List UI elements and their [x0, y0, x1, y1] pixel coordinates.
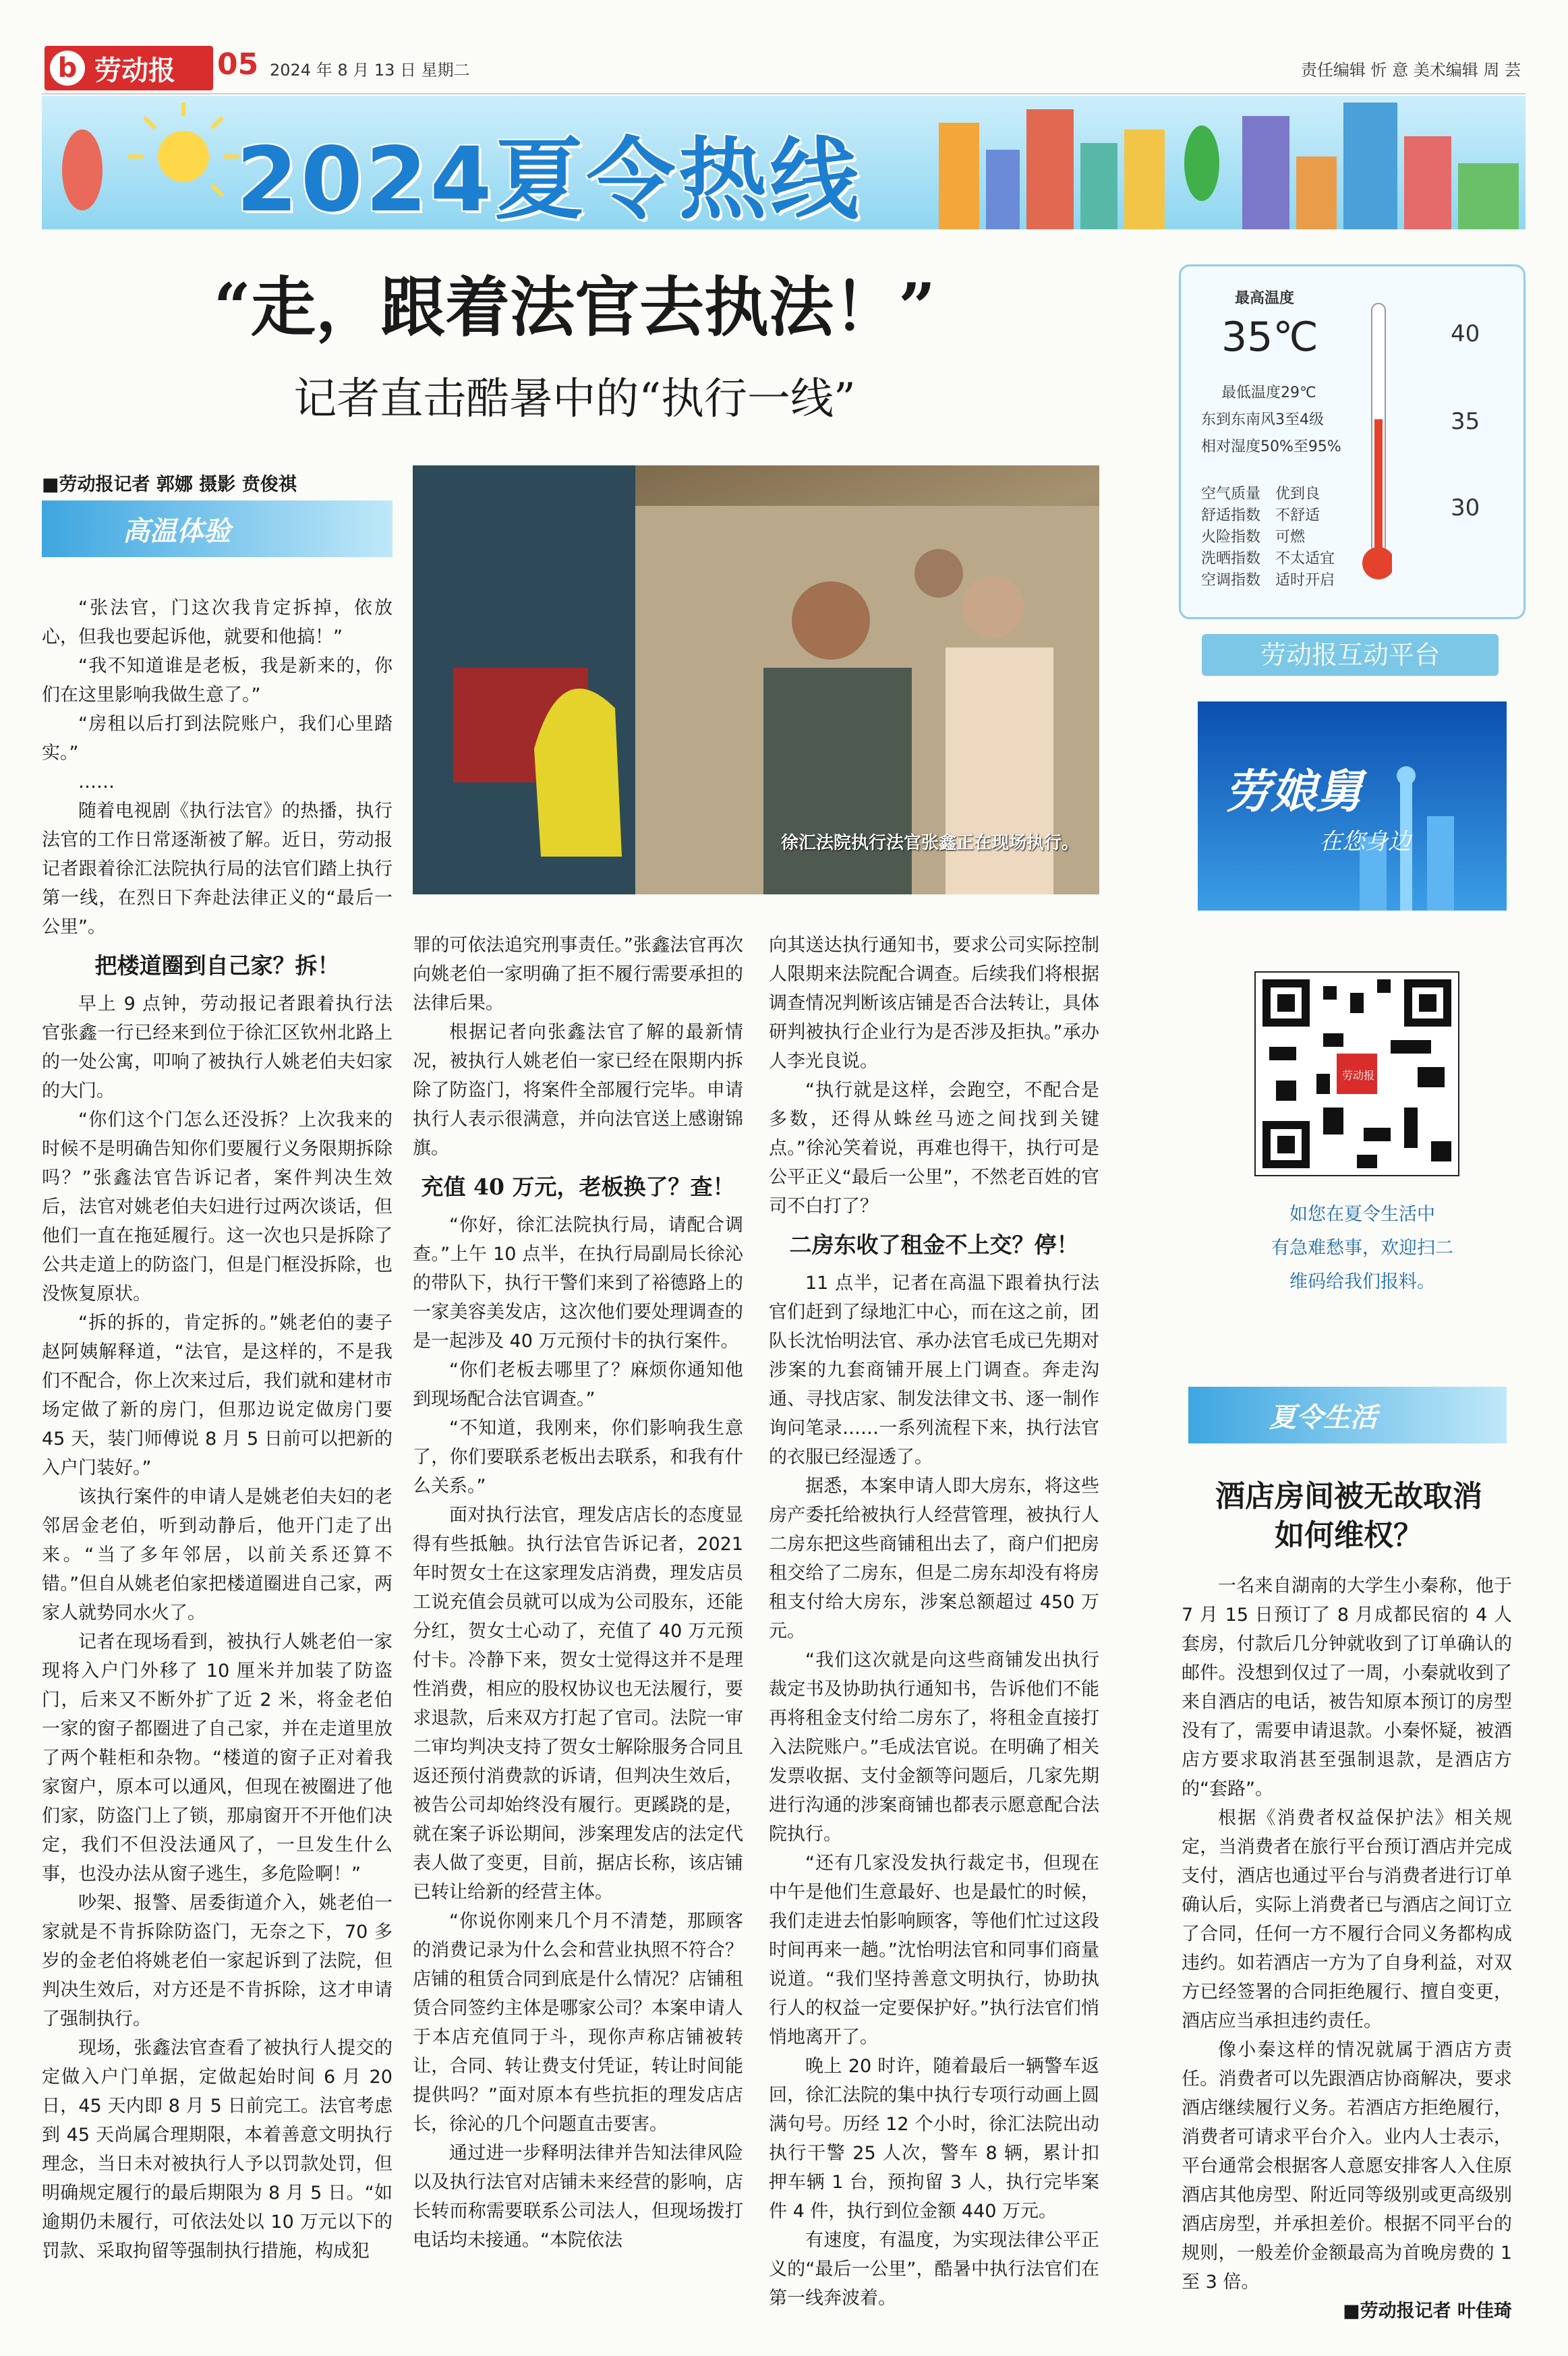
newspaper-logo	[45, 46, 213, 90]
section-label-high-temp	[42, 500, 393, 557]
article-column-3	[769, 931, 1099, 2313]
article-column-2	[413, 931, 743, 2255]
index-name: 洗晒指数	[1201, 550, 1261, 567]
subheading-1: 把楼道圈到自己家？拆！	[94, 952, 340, 979]
side-article-body	[1182, 1572, 1512, 2326]
min-temp: 最低温度29℃	[1221, 384, 1316, 401]
editors-credit: 责任编辑 忻 意 美术编辑 周 芸	[1300, 61, 1521, 80]
subheading-3: 二房东收了租金不上交？停！	[789, 1232, 1079, 1258]
paragraph: 现场，张鑫法官查看了被执行人提交的定做入户门单据，定做起始时间 6 月 20 日，45 天内即 8 月 5 日前完工。法官考虑到 45 天尚属合理期限，本着善意文明执行理念，当日未对被执行人予以罚款处罚，但明确规定履行的最后期限为 8 月 5 日。“如逾期仍未履行，可依法处以 10 万元以下的罚款、采取拘留等强制执行措施，构成犯	[42, 2038, 393, 2262]
index-name: 舒适指数	[1201, 507, 1261, 524]
platform-promo-image	[1198, 701, 1507, 911]
paragraph: 据悉，本案申请人即大房东，将这些房产委托给被执行人经营管理，被执行人二房东把这些商铺租出去了，商户们把房租交给了二房东，但是二房东却没有将房租支付给大房东，涉案总额超过 450 万元。	[769, 1476, 1099, 1642]
paragraph: 11 点半，记者在高温下跟着执行法官们赶到了绿地汇中心，而在这之前，团队长沈怡明法官、承办法官毛成已先期对涉案的九套商铺开展上门调查。奔走沟通、寻找店家、制发法律文书、逐一制作询问笔录……一系列流程下来，执行法官的衣服已经湿透了。	[769, 1273, 1099, 1468]
paragraph: “你们这个门怎么还没拆？上次我来的时候不是明确告知你们要履行义务限期拆除吗？”张鑫法官告诉记者，案件判决生效后，法官对姚老伯夫妇进行过两次谈话，但他们一直在拖延履行。这一次也只是拆除了公共走道上的防盗门，但是门框没拆除，也没恢复原状。	[42, 1110, 393, 1304]
paragraph: “不知道，我刚来，你们影响我生意了，你们要联系老板出去联系，和我有什么关系。”	[413, 1418, 743, 1497]
weather-box	[1179, 264, 1526, 619]
paragraph: 向其送达执行通知书，要求公司实际控制人限期来法院配合调查。后续我们将根据调查情况判断该店铺是否合法转让，具体研判被执行企业行为是否涉及拒执。”承办人李光良说。	[769, 935, 1099, 1072]
paragraph: 记者在现场看到，被执行人姚老伯一家现将入户门外移了 10 厘米并加装了防盗门，后来又不断外扩了近 2 米，将金老伯一家的窗子都圈进了自己家，并在走道里放了两个鞋柜和杂物。“楼道的窗子正对着我家窗户，原本可以通风，但现在被圈进了他们家，防盗门上了锁，那扇窗开不开他们决定，我们不但没法通风了，一旦发生什么事，也没办法从窗子逃生，多危险啊！”	[42, 1632, 393, 1885]
index-value: 不舒适	[1275, 507, 1320, 524]
paragraph: 晚上 20 时许，随着最后一辆警车返回，徐汇法院的集中执行专项行动画上圆满句号。历经 12 个小时，徐汇法院出动执行干警 25 人次，警车 8 辆，累计扣押车辆 1 台，预拘留 3 人，执行完毕案件 4 件，执行到位金额 440 万元。	[769, 2056, 1099, 2222]
side-article-byline: ■劳动报记者 叶佳琦	[1343, 2301, 1512, 2322]
paragraph: 根据记者向张鑫法官了解的最新情况，被执行人姚老伯一家已经在限期内拆除了防盗门，将案件全部履行完毕。申请执行人表示很满意，并向法官送上感谢锦旗。	[413, 1022, 743, 1159]
article-column-1	[42, 594, 393, 2266]
wind: 东到东南风3至4级	[1201, 411, 1324, 428]
article-photo	[413, 465, 1099, 894]
paragraph: 有速度，有温度，为实现法律公平正义的“最后一公里”，酷暑中执行法官们在第一线奔波着。	[769, 2230, 1099, 2309]
article-headline: “走，跟着法官去执法！”	[213, 269, 936, 345]
section-label-text: 高温体验	[123, 515, 231, 547]
index-value: 适时开启	[1275, 572, 1335, 589]
platform-note-line: 维码给我们报料。	[1289, 1271, 1435, 1292]
max-temp-value: 35℃	[1221, 314, 1318, 361]
max-temp-label: 最高温度	[1235, 290, 1295, 307]
banner-title: 2024夏令热线	[236, 128, 862, 232]
index-value: 不太适宜	[1275, 550, 1335, 567]
logo-text: 劳动报	[94, 54, 175, 86]
paragraph: 像小秦这样的情况就属于酒店方责任。消费者可以先跟酒店协商解决，要求酒店继续履行义务。若酒店方拒绝履行，消费者可请求平台介入。业内人士表示，平台通常会根据客人意愿安排客人入住原酒店其他房型、附近同等级别或更高级别酒店房型，并承担差价。根据不同平台的规则，一般差价金额最高为首晚房费的 1 至 3 倍。	[1182, 2040, 1512, 2293]
page-number: 05	[217, 47, 259, 82]
platform-slogan-big: 劳娘舅	[1225, 766, 1363, 819]
paragraph: 随着电视剧《执行法官》的热播，执行法官的工作日常逐渐被了解。近日，劳动报记者跟着徐汇法院执行局的法官们踏上执行第一线，在烈日下奔赴法律正义的“最后一公里”。	[42, 801, 393, 938]
paragraph: 早上 9 点钟，劳动报记者跟着执行法官张鑫一行已经来到位于徐汇区钦州北路上的一处公寓，叩响了被执行人姚老伯夫妇家的大门。	[42, 994, 393, 1101]
paragraph: “你说你刚来几个月不清楚，那顾客的消费记录为什么会和营业执照不符合？店铺的租赁合同到底是什么情况？店铺租赁合同签约主体是哪家公司？本案申请人于本店充值同于斗，现你声称店铺被转让，合同、转让费支付凭证，转让时间能提供吗？”面对原本有些抗拒的理发店店长，徐沁的几个问题直击要害。	[413, 1911, 743, 2135]
article-subhead: 记者直击酷暑中的“执行一线”	[293, 374, 856, 424]
index-name: 空气质量	[1201, 486, 1261, 502]
paragraph: 一名来自湖南的大学生小秦称，他于 7 月 15 日预订了 8 月成都民宿的 4 人套房，付款后几分钟就收到了订单确认的邮件。没想到仅过了一周，小秦就收到了来自酒店的电话，被告知原本预订的房型没有了，需要申请退款。小秦怀疑，被酒店方要求取消甚至强制退款，是酒店方的“套路”。	[1182, 1576, 1512, 1800]
logo-mark-icon: b	[50, 51, 85, 86]
paragraph: “我们这次就是向这些商铺发出执行裁定书及协助执行通知书，告诉他们不能再将租金支付给二房东了，将租金直接打入法院账户。”毛成法官说。在明确了相关发票收据、支付金额等问题后，几家先期进行沟通的涉案商铺也都表示愿意配合法院执行。	[769, 1650, 1099, 1845]
side-title-line: 酒店房间被无故取消	[1215, 1479, 1482, 1514]
paragraph: ……	[78, 772, 115, 793]
platform-note-line: 如您在夏令生活中	[1289, 1204, 1435, 1225]
section-label-text: 夏令生活	[1269, 1402, 1377, 1433]
side-article-title	[1187, 1477, 1511, 1555]
paragraph: 罪的可依法追究刑事责任。”张鑫法官再次向姚老伯一家明确了拒不履行需要承担的法律后果。	[413, 935, 743, 1014]
humidity: 相对湿度50%至95%	[1201, 438, 1341, 455]
scale-30: 30	[1451, 494, 1480, 521]
scale-40: 40	[1451, 320, 1480, 347]
paragraph: “我不知道谁是老板，我是新来的，你们在这里影响我做生意了。”	[42, 656, 393, 706]
photo-caption: 徐汇法院执行法官张鑫正在现场执行。	[780, 833, 1079, 853]
paragraph: “张法官，门这次我肯定拆掉，依放心，但我也要起诉他，就要和他搞！”	[42, 598, 393, 648]
thermometer-icon	[1362, 297, 1392, 580]
paragraph: “执行就是这样，会跑空，不配合是多数，还得从蛛丝马迹之间找到关键点。”徐沁笑着说，再难也得干，执行可是公平正义“最后一公里”，不然老百姓的官司不白打了？	[769, 1080, 1099, 1217]
paragraph: “你们老板去哪里了？麻烦你通知他到现场配合法官调查。”	[413, 1360, 743, 1410]
paragraph: 通过进一步释明法律并告知法律风险以及执行法官对店铺未来经营的影响，店长转而称需要联系公司法人，但现场拨打电话均未接通。“本院依法	[413, 2143, 743, 2251]
qr-center-label: 劳动报	[1342, 1069, 1375, 1082]
paragraph: “还有几家没发执行裁定书，但现在中午是他们生意最好、也是最忙的时候，我们走进去怕影响顾客，等他们忙过这段时间再来一趟。”沈怡明法官和同事们商量说道。“我们坚持善意文明执行，协助执行人的权益一定要保护好。”执行法官们悄悄地离开了。	[769, 1853, 1099, 2048]
platform-slogan-small: 在您身边	[1319, 828, 1411, 855]
paragraph: 该执行案件的申请人是姚老伯夫妇的老邻居金老伯，听到动静后，他开门走了出来。“当了多年邻居，以前关系还算不错。”但自从姚老伯家把楼道圈进自己家，两家人就势同水火了。	[42, 1487, 393, 1624]
paragraph: “拆的拆的，肯定拆的。”姚老伯的妻子赵阿姨解释道，“法官，是这样的，不是我们不配合，你上次来过后，我们就和建材市场定做了新的房门，但那边说定做房门要 45 天，装门师傅说 8 月 5 日前可以把新的入户门装好。”	[42, 1313, 393, 1478]
index-value: 可燃	[1275, 529, 1306, 546]
index-value: 优到良	[1275, 486, 1320, 502]
section-label-summer-life	[1188, 1387, 1507, 1443]
subheading-2: 充值 40 万元，老板换了？查！	[421, 1174, 735, 1200]
platform-title: 劳动报互动平台	[1202, 634, 1499, 676]
article-byline: ■劳动报记者 郭娜 摄影 贲俊祺	[42, 474, 297, 495]
scale-35: 35	[1451, 408, 1480, 435]
paragraph: “你好，徐汇法院执行局，请配合调查。”上午 10 点半，在执行局副局长徐沁的带队下，执行干警们来到了裕德路上的一家美容美发店，这次他们要处理调查的是一起涉及 40 万元预付卡的执行案件。	[413, 1215, 743, 1352]
qr-code[interactable]	[1254, 971, 1459, 1176]
paragraph: 吵架、报警、居委街道介入，姚老伯一家就是不肯拆除防盗门，无奈之下，70 多岁的金老伯将姚老伯一家起诉到了法院，但判决生效后，对方还是不肯拆除，这才申请了强制执行。	[42, 1893, 393, 2030]
index-name: 空调指数	[1201, 572, 1261, 589]
platform-note-line: 有急难愁事，欢迎扫二	[1271, 1238, 1453, 1259]
paragraph: 面对执行法官，理发店店长的态度显得有些抵触。执行法官告诉记者，2021 年时贺女士在这家理发店消费，理发店员工说充值会员就可以成为公司股东，还能分红，贺女士心动了，充值了 40 万元预付卡。冷静下来，贺女士觉得这并不是理性消费，相应的股权协议也无法履行，要求退款，后来双方打起了官司。法院一审二审均判决支持了贺女士解除服务合同且返还预付消费款的诉请，但判决生效后，被告公司却始终没有履行。更蹊跷的是，就在案子诉讼期间，涉案理发店的法定代表人做了变更，目前，据店长称，该店铺已转让给新的经营主体。	[413, 1505, 743, 1903]
paragraph: “房租以后打到法院账户，我们心里踏实。”	[42, 714, 393, 764]
side-title-line: 如何维权？	[1275, 1518, 1423, 1553]
paragraph: 根据《消费者权益保护法》相关规定，当消费者在旅行平台预订酒店并完成支付，酒店也通过平台与消费者进行订单确认后，实际上消费者已与酒店之间订立了合同，任何一方不履行合同义务都构成违约。如若酒店一方为了自身利益，对双方已经签署的合同拒绝履行、擅自变更，酒店应当承担违约责任。	[1182, 1808, 1512, 2032]
issue-date: 2024 年 8 月 13 日 星期二	[270, 61, 470, 80]
index-name: 火险指数	[1201, 529, 1261, 546]
